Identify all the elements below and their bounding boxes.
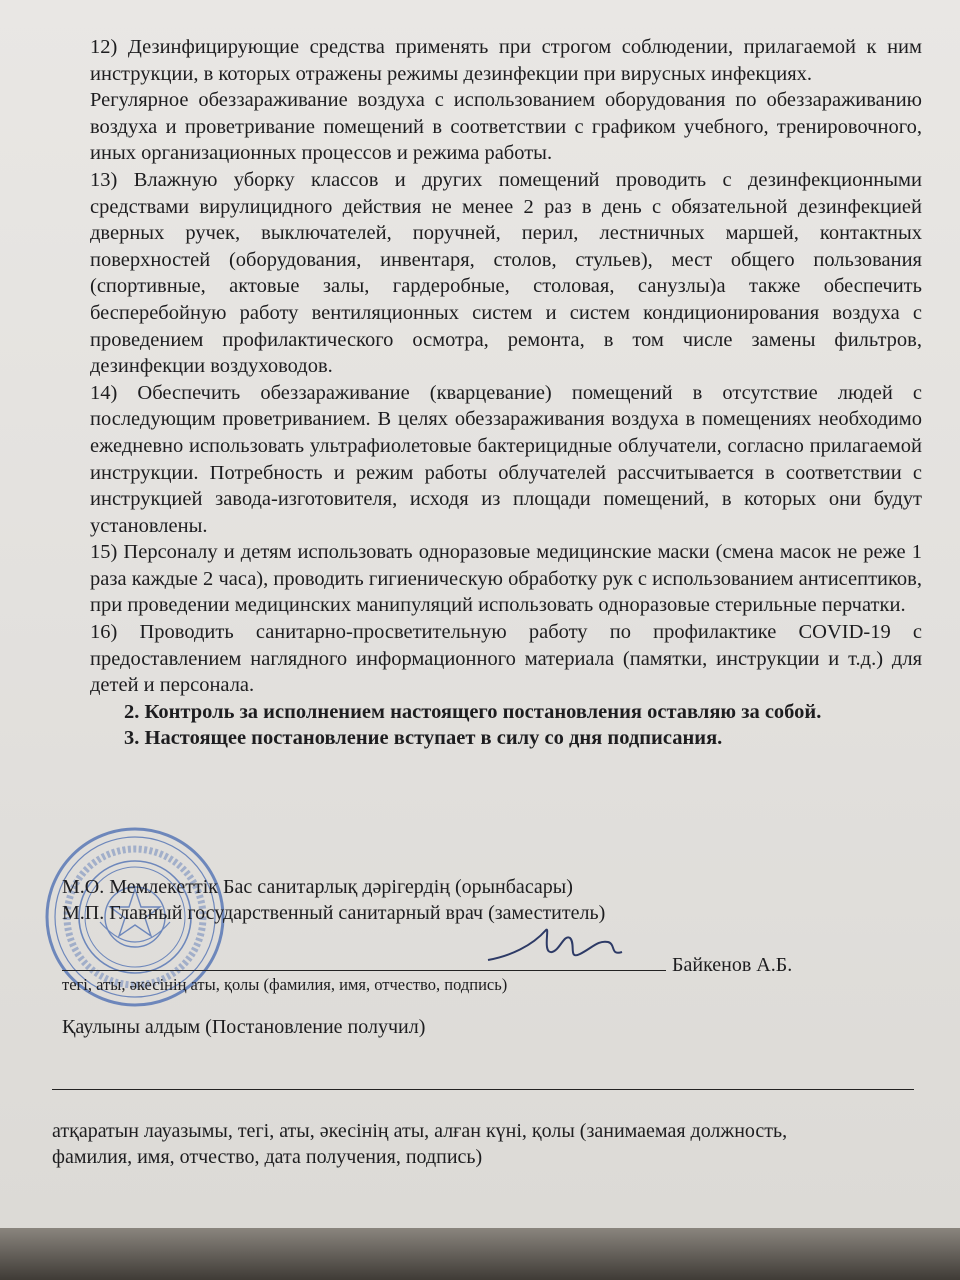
signatory-title-kz: М.О. Мемлекеттік Бас санитарлық дәрігердің (орынбасары) [62, 876, 573, 898]
received-label: Қаулыны алдым (Постановление получил) [62, 1016, 426, 1038]
document-body [90, 34, 922, 752]
signature-line [62, 970, 666, 971]
table-surface [0, 1228, 960, 1280]
item-12-air: Регулярное обеззараживание воздуха с использованием оборудования по обеззараживанию воздуха и проветривание помещений в соответствии с графиком учебного, тренировочного, иных организационных процессов и режима работы. [90, 89, 922, 165]
signer-name: Байкенов А.Б. [672, 954, 793, 976]
item-12: 12) Дезинфицирующие средства применять при строгом соблюдении, прилагаемой к ним инструкции, в которых отражены режимы дезинфекции при вирусных инфекциях. [90, 36, 922, 85]
item-14: 14) Обеспечить обеззараживание (кварцевание) помещений в отсутствие людей с последующим проветриванием. В целях обеззараживания воздуха в помещениях необходимо ежедневно использовать ультрафиолетовые бактерицидные облучатели, согласно прилагаемой инструкции. Потребность и режим работы облучателей рассчитывается в соответствии с инструкцией завода-изготовителя, исходя из площади помещений, в которых они будут установлены. [90, 381, 922, 537]
item-15: 15) Персоналу и детям использовать одноразовые медицинские маски (смена масок не реже 1 раза каждые 2 часа), проводить гигиеническую обработку рук с использованием антисептиков, при проведении медицинских манипуляций использовать одноразовые стерильные перчатки. [90, 541, 922, 617]
item-16: 16) Проводить санитарно-просветительную работу по профилактике COVID-19 с предоставлением наглядного информационного материала (памятки, инструкции и т.д.) для детей и персонала. [90, 621, 922, 697]
signatory-title-ru: М.П. Главный государственный санитарный врач (заместитель) [62, 902, 606, 924]
received-caption-line-1: атқаратын лауазымы, тегі, аты, әкесінің аты, алған күні, қолы (занимаемая должность, [52, 1120, 788, 1142]
item-13: 13) Влажную уборку классов и других помещений проводить с дезинфекционными средствами вирулицидного действия не менее 2 раз в день с обязательной дезинфекцией дверных ручек, выключателей, поручней, перил, лестничных маршей, контактных поверхностей (оборудования, инвентаря, столов, стульев), мест общего пользования (спортивные, актовые залы, гардеробные, столовая, санузлы)а также обеспечить бесперебойную работу вентиляционных систем и систем кондиционирования воздуха с проведением профилактического осмотра, ремонта, в том числе замены фильтров, дезинфекции воздуховодов. [90, 168, 922, 378]
signature-caption: тегі, аты, әкесінің аты, қолы (фамилия, имя, отчество, подпись) [62, 975, 508, 994]
handwritten-signature-icon [480, 916, 630, 972]
point-3: 3. Настоящее постановление вступает в силу со дня подписания. [124, 727, 723, 750]
received-caption-line-2: фамилия, имя, отчество, дата получения, подпись) [52, 1146, 483, 1168]
point-2: 2. Контроль за исполнением настоящего постановления оставляю за собой. [124, 700, 822, 723]
received-line [52, 1089, 914, 1090]
